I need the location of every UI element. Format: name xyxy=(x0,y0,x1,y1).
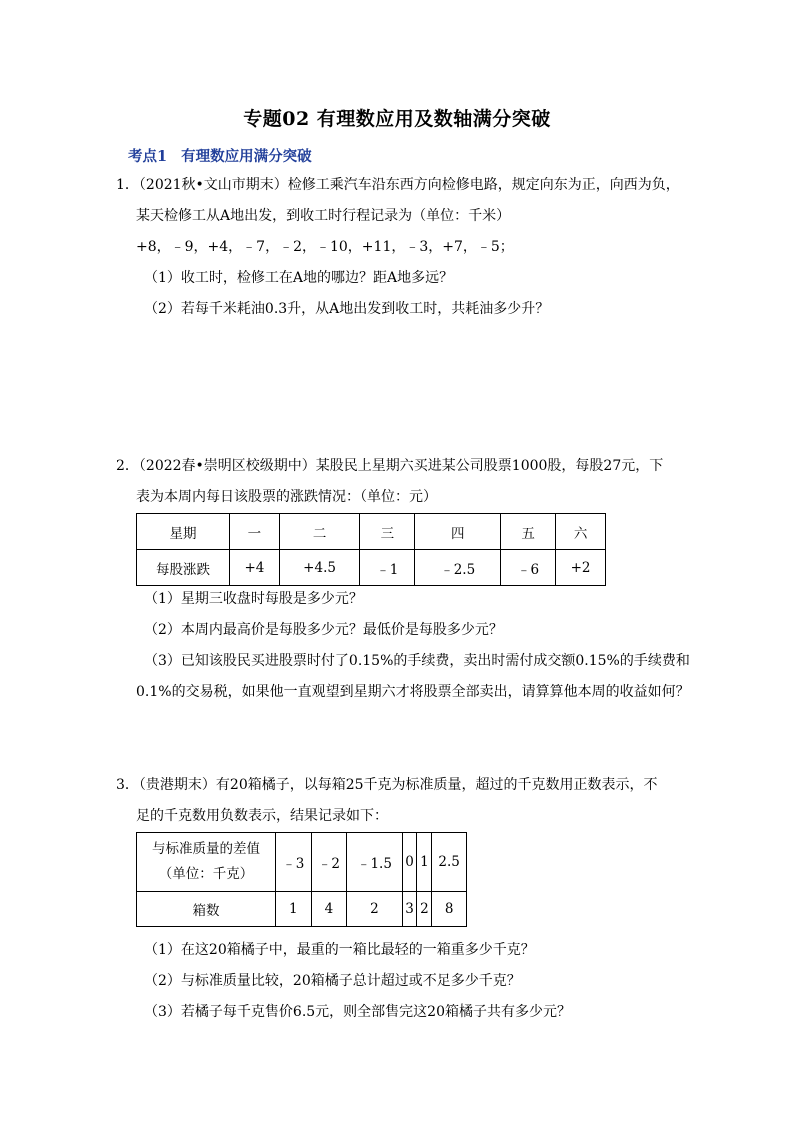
header-label-line2: （单位：千克） xyxy=(158,866,254,882)
stock-change-table xyxy=(136,513,606,586)
header-label-line1: 与标准质量的差值 xyxy=(152,841,260,857)
q3-subquestion-1: （1）在这20箱橘子中，最重的一箱比最轻的一箱重多少千克？ xyxy=(144,942,535,958)
table-cell: 2 xyxy=(417,892,432,927)
table-cell: ﹣6 xyxy=(501,550,556,586)
q1-subquestion-2: （2）若每千米耗油0.3升，从A地出发到收工时，共耗油多少升？ xyxy=(144,301,550,317)
table-cell: +4 xyxy=(230,550,280,586)
table-cell: 星期 xyxy=(137,514,230,550)
table-cell: 4 xyxy=(311,892,347,927)
table-cell: 二 xyxy=(279,514,360,550)
q3-subquestion-3: （3）若橘子每千克售价6.5元，则全部售完这20箱橘子共有多少元？ xyxy=(144,1004,571,1020)
table-cell: +4.5 xyxy=(279,550,360,586)
table-cell: 三 xyxy=(360,514,415,550)
table-cell: 0 xyxy=(402,833,417,892)
section-heading xyxy=(128,145,312,166)
q2-subquestion-3-cont: 0.1%的交易税，如果他一直观望到星期六才将股票全部卖出，请算算他本周的收益如何？ xyxy=(136,684,690,700)
table-cell: ﹣3 xyxy=(276,833,312,892)
table-cell: ﹣1 xyxy=(360,550,415,586)
table-row xyxy=(137,833,467,892)
q1-line1: 1．（2021秋•文山市期末）检修工乘汽车沿东西方向检修电路，规定向东为正，向西为负， xyxy=(116,177,680,193)
q2-subquestion-3: （3）已知该股民买进股票时付了0.15%的手续费，卖出时需付成交额0.15%的手续费和 xyxy=(144,653,690,669)
q2-subquestion-1: （1）星期三收盘时每股是多少元？ xyxy=(144,591,363,607)
table-cell: 1 xyxy=(417,833,432,892)
table-cell: ﹣1.5 xyxy=(347,833,402,892)
orange-weight-table xyxy=(136,832,467,927)
page-title: 专题02 有理数应用及数轴满分突破 xyxy=(243,108,551,130)
table-row xyxy=(137,550,606,586)
table-cell: 五 xyxy=(501,514,556,550)
table-row xyxy=(137,514,606,550)
q1-line2: 某天检修工从A地出发，到收工时行程记录为（单位：千米） xyxy=(136,208,511,224)
q3-subquestion-2: （2）与标准质量比较，20箱橘子总计超过或不足多少千克？ xyxy=(144,973,521,989)
table-cell: 一 xyxy=(230,514,280,550)
table-cell: ﹣2 xyxy=(311,833,347,892)
table-header-cell xyxy=(137,833,276,892)
q1-data-line: +8，﹣9，+4，﹣7，﹣2，﹣10，+11，﹣3，+7，﹣5； xyxy=(136,239,514,255)
q2-line2: 表为本周内每日该股票的涨跌情况：（单位：元） xyxy=(136,489,437,505)
section-number: 考点1 xyxy=(128,148,168,165)
table-cell: ﹣2.5 xyxy=(415,550,501,586)
table-cell: 8 xyxy=(432,892,467,927)
table-row xyxy=(137,892,467,927)
table-cell: 1 xyxy=(276,892,312,927)
section-label: 有理数应用满分突破 xyxy=(181,148,312,165)
q2-subquestion-2: （2）本周内最高价是每股多少元？最低价是每股多少元？ xyxy=(144,622,503,638)
q2-line1: 2．（2022春•崇明区校级期中）某股民上星期六买进某公司股票1000股，每股27元，下 xyxy=(116,458,664,474)
table-cell: 六 xyxy=(556,514,606,550)
q3-line2: 足的千克数用负数表示，结果记录如下： xyxy=(136,808,388,824)
q3-line1: 3．（贵港期末）有20箱橘子，以每箱25千克为标准质量，超过的千克数用正数表示，不 xyxy=(116,777,658,793)
table-cell: 四 xyxy=(415,514,501,550)
table-cell: 3 xyxy=(402,892,417,927)
table-cell: 箱数 xyxy=(137,892,276,927)
table-cell: +2 xyxy=(556,550,606,586)
table-cell: 2.5 xyxy=(432,833,467,892)
table-cell: 2 xyxy=(347,892,402,927)
table-cell: 每股涨跌 xyxy=(137,550,230,586)
q1-subquestion-1: （1）收工时，检修工在A地的哪边？距A地多远？ xyxy=(144,270,454,286)
